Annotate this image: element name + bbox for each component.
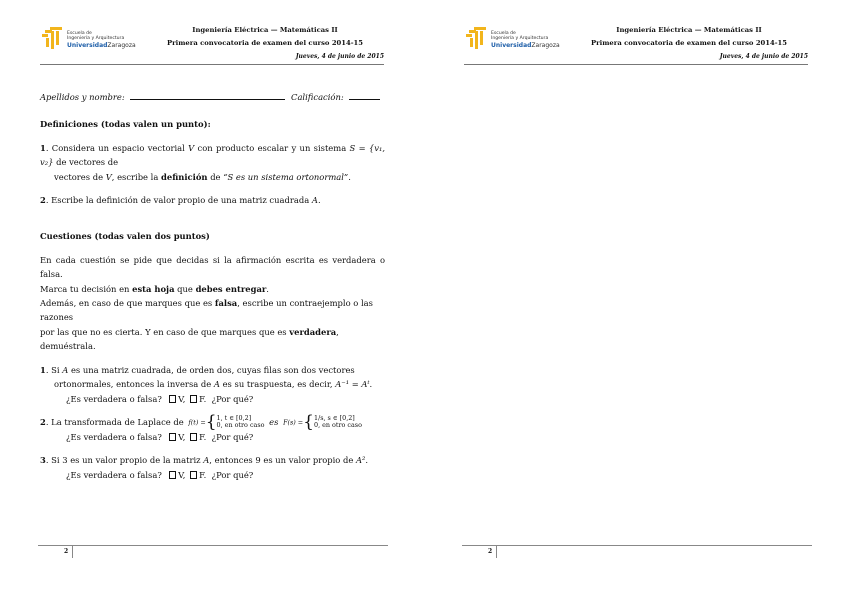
header-date: Jueves, 4 de junio de 2015 [295,53,384,60]
false-checkbox-2[interactable] [190,433,197,441]
header-course: Ingeniería Eléctrica — Matemáticas II [192,26,338,34]
student-line [40,90,385,104]
logo-line-2: Ingeniería y Arquitectura [491,36,549,41]
question-1-cont: ortonormales, entonces la inversa de A es su traspuesta, es decir, A⁻¹ = Aᵗ. [54,379,373,390]
definition-1-cont: vectores de V, escribe la definición de “S es un sistema ortonormal”. [54,171,351,182]
logo-emblem-icon [41,25,65,51]
true-checkbox-3[interactable] [169,471,176,479]
true-checkbox-2[interactable] [169,433,176,441]
false-checkbox-1[interactable] [190,395,197,403]
header-rule-right [464,64,808,65]
definition-2: 2. Escribe la definición de valor propio de una matriz cuadrada A. [40,195,321,206]
question-1: 1. Si A es una matriz cuadrada, de orden dos, cuyas filas son dos vectores [40,364,355,375]
logo-zaragoza: Zaragoza [107,42,136,49]
question-1-answer: ¿Es verdadera o falsa? V, F. ¿Por qué? [66,393,254,404]
logo-line-3 [491,42,560,49]
page-footer-left [38,544,388,558]
header-rule [40,64,384,65]
definitions-title: Definiciones (todas valen un punto): [40,119,211,130]
question-2-answer: ¿Es verdadera o falsa? V, F. ¿Por qué? [66,431,254,442]
grade-field[interactable] [349,90,380,100]
logo-line-2: Ingeniería y Arquitectura [67,36,125,41]
true-checkbox-1[interactable] [169,395,176,403]
questions-intro-3: Además, en caso de que marques que es falsa, escribe un contraejemplo o las razones [40,298,373,323]
question-3: 3. Si 3 es un valor propio de la matriz A, entonces 9 es un valor propio de A². [40,455,369,466]
page-footer-right [462,544,812,558]
logo-emblem-icon [465,25,489,51]
questions-intro-4: por las que no es cierta. Y en caso de que marques que es verdadera, demuéstrala. [40,326,339,352]
header-exam: Primera convocatoria de examen del curso 2014-15 [166,39,364,47]
university-logo [41,25,153,53]
page-number-left: 2 [64,548,69,555]
logo-line-1: Escuela de [67,31,92,36]
header-course-right: Ingeniería Eléctrica — Matemáticas II [616,26,762,34]
definition-1: 1. Considera un espacio vectorial V con producto escalar y un sistema S = {v₁, v₂} de vectores de [40,142,385,168]
exam-body [40,90,385,482]
university-logo-right [465,25,577,53]
logo-line-3 [67,42,136,49]
piecewise-F: F(s) ={1/s, s ∈ [0,2] 0, en otro caso [283,411,362,432]
header-exam-right: Primera convocatoria de examen del curso 2014-15 [590,39,788,47]
logo-universidad: Universidad [491,42,532,49]
questions-intro-1: En cada cuestión se pide que decidas si la afirmación escrita es verdadera o falsa. [40,254,385,280]
question-3-answer: ¿Es verdadera o falsa? V, F. ¿Por qué? [66,469,254,480]
name-label: Apellidos y nombre: [40,92,125,102]
questions-intro-2: Marca tu decisión en esta hoja que debes entregar. [40,283,269,294]
questions-title: Cuestiones (todas valen dos puntos) [40,231,210,242]
question-2: 2. La transformada de Laplace de f(t) ={1, t ∈ [0,2] 0, en otro caso es F(s) ={1/s, s ∈ [0,2] 0, en otro caso [40,411,362,432]
exam-page-right [424,0,848,599]
false-checkbox-3[interactable] [190,471,197,479]
name-field[interactable] [130,90,285,100]
logo-line-1: Escuela de [491,31,516,36]
logo-universidad: Universidad [67,42,108,49]
page-number-right: 2 [488,548,493,555]
header-date-right: Jueves, 4 de junio de 2015 [719,53,808,60]
grade-label: Calificación: [291,92,344,102]
logo-zaragoza: Zaragoza [531,42,560,49]
piecewise-f: f(t) ={1, t ∈ [0,2] 0, en otro caso [188,411,265,432]
